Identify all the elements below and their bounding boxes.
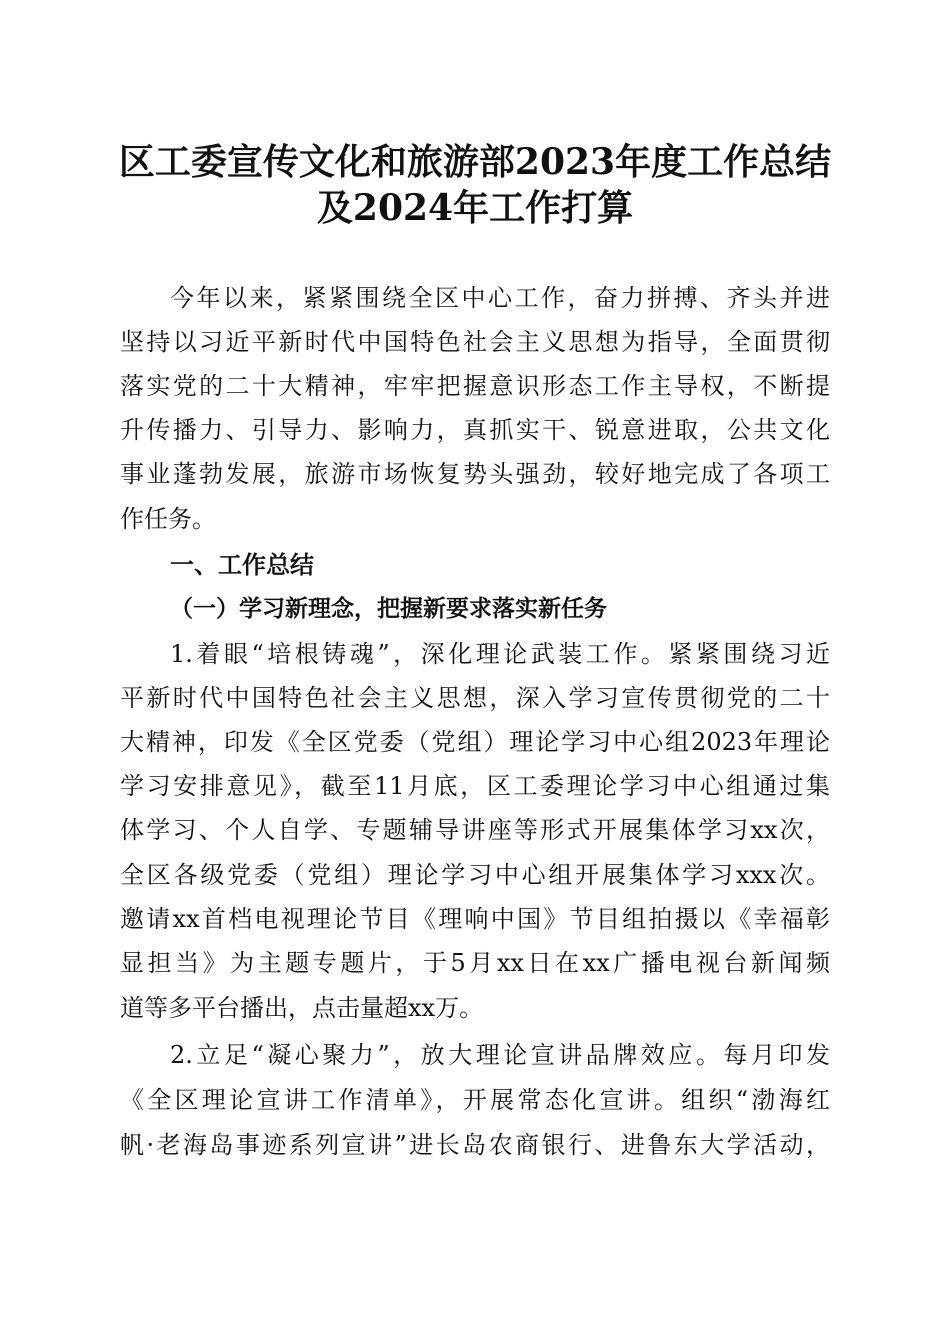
para2-line-1: 2.立足“凝心聚力”，放大理论宣讲品牌效应。每月印发	[170, 1041, 830, 1069]
intro-line-6: 作任务。	[120, 505, 216, 533]
intro-line-3: 落实党的二十大精神，牢牢把握意识形态工作主导权，不断提	[120, 372, 830, 400]
para2-line-2: 《全区理论宣讲工作清单》，开展常态化宣讲。组织“渤海红	[120, 1086, 830, 1114]
para1-line-6: 全区各级党委（党组）理论学习中心组开展集体学习xxx次。	[120, 861, 830, 889]
para1-line-9: 道等多平台播出，点击量超xx万。	[120, 994, 484, 1022]
para1-line-3: 大精神，印发《全区党委（党组）理论学习中心组2023年理论	[120, 728, 830, 756]
para2-line-3: 帆·老海岛事迹系列宣讲”进长岛农商银行、进鲁东大学活动，	[120, 1131, 830, 1159]
intro-line-1: 今年以来，紧紧围绕全区中心工作，奋力拼搏、齐头并进	[170, 284, 830, 312]
para1-line-5: 体学习、个人自学、专题辅导讲座等形式开展集体学习xx次，	[120, 816, 830, 844]
document-title-line-2: 及2024年工作打算	[316, 187, 634, 229]
para1-line-4: 学习安排意见》，截至11月底，区工委理论学习中心组通过集	[120, 772, 830, 800]
intro-line-2: 坚持以习近平新时代中国特色社会主义思想为指导，全面贯彻	[120, 328, 830, 356]
intro-line-5: 事业蓬勃发展，旅游市场恢复势头强劲，较好地完成了各项工	[120, 460, 830, 488]
intro-line-4: 升传播力、引导力、影响力，真抓实干、锐意进取，公共文化	[120, 416, 830, 444]
subsection-heading: （一）学习新理念，把握新要求落实新任务	[170, 595, 607, 622]
para1-line-8: 显担当》为主题专题片，于5月xx日在xx广播电视台新闻频	[120, 949, 830, 977]
para1-line-7: 邀请xx首档电视理论节目《理响中国》节目组拍摄以《幸福彰	[120, 905, 830, 933]
para1-line-1: 1.着眼“培根铸魂”，深化理论武装工作。紧紧围绕习近	[170, 640, 830, 668]
document-title-line-1: 区工委宣传文化和旅游部2023年度工作总结	[118, 141, 832, 183]
section-heading: 一、工作总结	[170, 551, 314, 579]
para1-line-2: 平新时代中国特色社会主义思想，深入学习宣传贯彻党的二十	[120, 684, 830, 712]
